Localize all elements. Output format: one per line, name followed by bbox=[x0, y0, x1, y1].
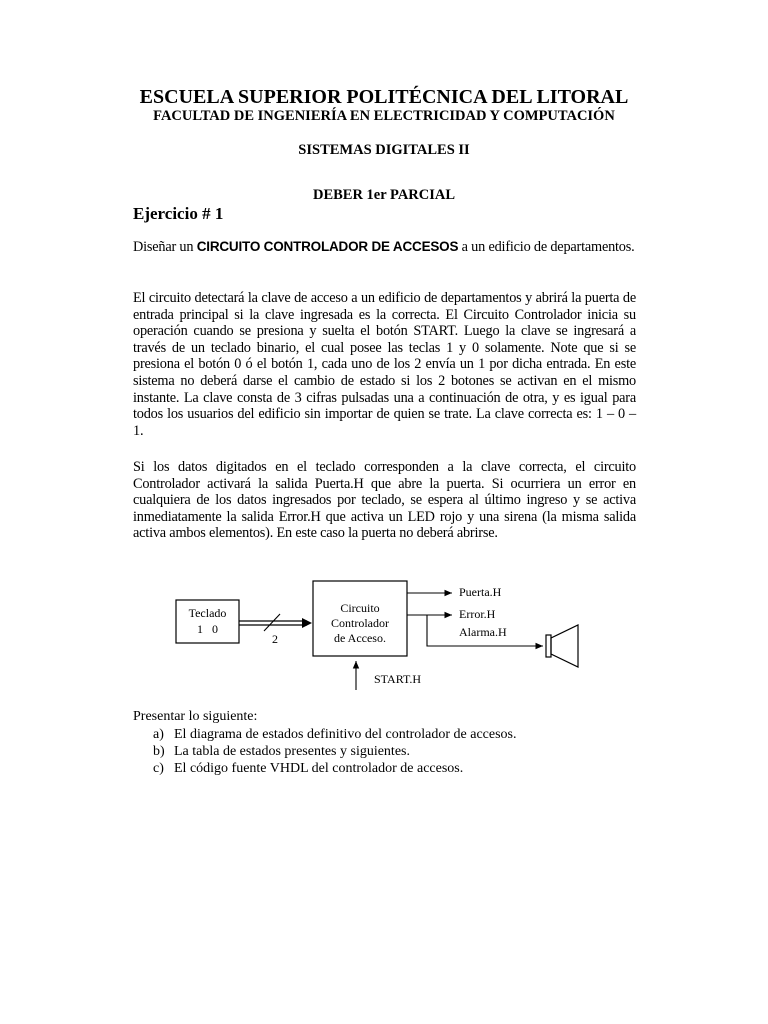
course-title: SISTEMAS DIGITALES II bbox=[298, 142, 470, 158]
alarm-output-label: Alarma.H bbox=[459, 625, 507, 639]
list-item bbox=[153, 760, 517, 777]
start-input-label: START.H bbox=[374, 672, 422, 686]
faculty-title: FACULTAD DE INGENIERÍA EN ELECTRICIDAD Y COMPUTACIÓN bbox=[153, 108, 615, 124]
list-marker: b) bbox=[153, 744, 165, 759]
list-text: El diagrama de estados definitivo del controlador de accesos. bbox=[174, 727, 517, 742]
deliverables-list bbox=[153, 726, 517, 777]
controller-line1: Circuito bbox=[340, 601, 380, 615]
intro-pre: Diseñar un bbox=[133, 239, 197, 255]
intro-post: a un edificio de departamentos. bbox=[458, 239, 635, 255]
error-output-label: Error.H bbox=[459, 607, 496, 621]
list-marker: c) bbox=[153, 761, 164, 776]
controller-line2: Controlador bbox=[331, 616, 389, 630]
description-paragraph: El circuito detectará la clave de acceso a un edificio de departamentos y abrirá la puerta de entrada principal si la clave ingresada es la correcta. El Circuito Controlador inicia su operación cuando se presiona y suelta el botón START. Luego la clave se ingresará a través de un teclado binario, el cual posee las teclas 1 y 0 solamente. Note que si se presiona el botón 0 ó el botón 1, cada uno de los 2 envía un 1 por dicha entrada. En este sistema no deberá darse el cambio de estado si los 2 botones se activan en el mismo instante. La clave consta de 3 cifras pulsadas una a continuación de otra, y es igual para todos los usuarios del edificio sin importar de quien se trate. La clave correcta es: 1 – 0 – 1. bbox=[133, 290, 636, 439]
keypad-keys: 1 0 bbox=[197, 622, 218, 636]
list-text: La tabla de estados presentes y siguientes. bbox=[174, 744, 410, 759]
keypad-title: Teclado bbox=[188, 606, 227, 620]
assignment-title: DEBER 1er PARCIAL bbox=[312, 187, 456, 203]
speaker-icon bbox=[546, 625, 578, 667]
intro-paragraph bbox=[133, 239, 636, 256]
door-output-label: Puerta.H bbox=[459, 585, 502, 599]
list-item bbox=[153, 743, 517, 760]
list-text: El código fuente VHDL del controlador de accesos. bbox=[174, 761, 464, 776]
bus-width-label: 2 bbox=[272, 632, 278, 646]
error-paragraph: Si los datos digitados en el teclado corresponden a la clave correcta, el circuito Controlador activará la salida Puerta.H que abre la puerta. Si ocurriera un error en cualquiera de los datos ingresados por teclado, se espera al último ingreso y se activa inmediatamente la salida Error.H que activa un LED rojo y una sirena (la misma salida activa ambos elementos). En este caso la puerta no deberá abrirse. bbox=[133, 459, 636, 542]
deliverables-intro: Presentar lo siguiente: bbox=[133, 709, 258, 724]
bus-slash bbox=[264, 614, 280, 631]
exercise-heading: Ejercicio # 1 bbox=[133, 204, 224, 223]
controller-line3: de Acceso. bbox=[334, 631, 386, 645]
bus-arrowhead bbox=[302, 618, 312, 628]
block-diagram bbox=[0, 570, 768, 700]
list-marker: a) bbox=[153, 727, 164, 742]
institution-title: ESCUELA SUPERIOR POLITÉCNICA DEL LITORAL bbox=[139, 86, 629, 108]
intro-bold: CIRCUITO CONTROLADOR DE ACCESOS bbox=[196, 239, 459, 254]
list-item bbox=[153, 726, 517, 743]
